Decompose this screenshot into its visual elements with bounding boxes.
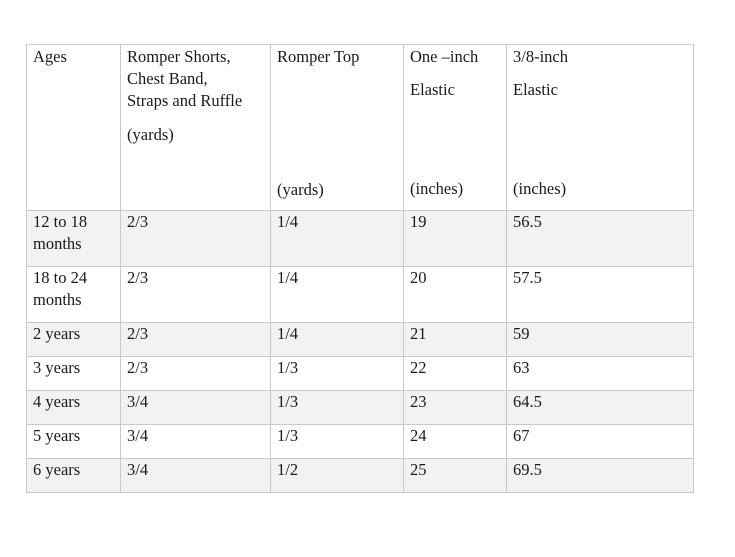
cell-top: 1/4 xyxy=(271,211,404,267)
cell-one-inch: 24 xyxy=(404,425,507,459)
table-row xyxy=(27,267,694,323)
header-one-inch-unit: (inches) xyxy=(410,179,464,198)
cell-top: 1/4 xyxy=(271,323,404,357)
cell-top: 1/3 xyxy=(271,357,404,391)
cell-three-eighth: 63 xyxy=(507,357,694,391)
cell-three-eighth: 69.5 xyxy=(507,459,694,493)
cell-shorts: 2/3 xyxy=(121,211,271,267)
header-ages-label: Ages xyxy=(33,47,67,66)
header-three-eighth-line-1: 3/8-inch xyxy=(513,47,568,66)
cell-top: 1/3 xyxy=(271,425,404,459)
header-top-label: Romper Top xyxy=(277,47,360,66)
cell-one-inch: 19 xyxy=(404,211,507,267)
header-romper-shorts xyxy=(121,45,271,211)
cell-age: 2 years xyxy=(27,323,121,357)
cell-three-eighth: 57.5 xyxy=(507,267,694,323)
cell-three-eighth: 59 xyxy=(507,323,694,357)
cell-one-inch: 23 xyxy=(404,391,507,425)
cell-shorts: 3/4 xyxy=(121,391,271,425)
header-top-unit: (yards) xyxy=(277,180,324,199)
header-one-inch-line-1: One –inch xyxy=(410,47,479,66)
header-one-inch-elastic xyxy=(404,45,507,211)
cell-one-inch: 25 xyxy=(404,459,507,493)
cell-shorts: 2/3 xyxy=(121,267,271,323)
cell-top: 1/2 xyxy=(271,459,404,493)
cell-age: 12 to 18 months xyxy=(27,211,121,267)
table-row xyxy=(27,323,694,357)
cell-shorts: 3/4 xyxy=(121,459,271,493)
table-row xyxy=(27,357,694,391)
table-row xyxy=(27,459,694,493)
cell-three-eighth: 64.5 xyxy=(507,391,694,425)
header-three-eighth-elastic xyxy=(507,45,694,211)
cell-three-eighth: 67 xyxy=(507,425,694,459)
requirements-table xyxy=(26,44,694,493)
cell-one-inch: 20 xyxy=(404,267,507,323)
cell-one-inch: 22 xyxy=(404,357,507,391)
cell-three-eighth: 56.5 xyxy=(507,211,694,267)
header-shorts-line-3: Straps and Ruffle xyxy=(127,91,243,110)
header-one-inch-line-2: Elastic xyxy=(410,80,455,99)
cell-shorts: 3/4 xyxy=(121,425,271,459)
table-header-row xyxy=(27,45,694,211)
header-romper-top xyxy=(271,45,404,211)
cell-one-inch: 21 xyxy=(404,323,507,357)
header-three-eighth-unit: (inches) xyxy=(513,179,567,198)
table-row xyxy=(27,211,694,267)
cell-shorts: 2/3 xyxy=(121,323,271,357)
cell-age: 3 years xyxy=(27,357,121,391)
table-row xyxy=(27,391,694,425)
header-shorts-line-1: Romper Shorts, xyxy=(127,47,231,66)
document-page xyxy=(26,44,693,493)
header-ages xyxy=(27,45,121,211)
cell-age: 4 years xyxy=(27,391,121,425)
cell-age: 5 years xyxy=(27,425,121,459)
table-row xyxy=(27,425,694,459)
header-shorts-line-2: Chest Band, xyxy=(127,69,208,88)
cell-top: 1/3 xyxy=(271,391,404,425)
cell-shorts: 2/3 xyxy=(121,357,271,391)
header-shorts-unit: (yards) xyxy=(127,125,174,144)
header-three-eighth-line-2: Elastic xyxy=(513,80,558,99)
cell-age: 18 to 24 months xyxy=(27,267,121,323)
cell-age: 6 years xyxy=(27,459,121,493)
cell-top: 1/4 xyxy=(271,267,404,323)
